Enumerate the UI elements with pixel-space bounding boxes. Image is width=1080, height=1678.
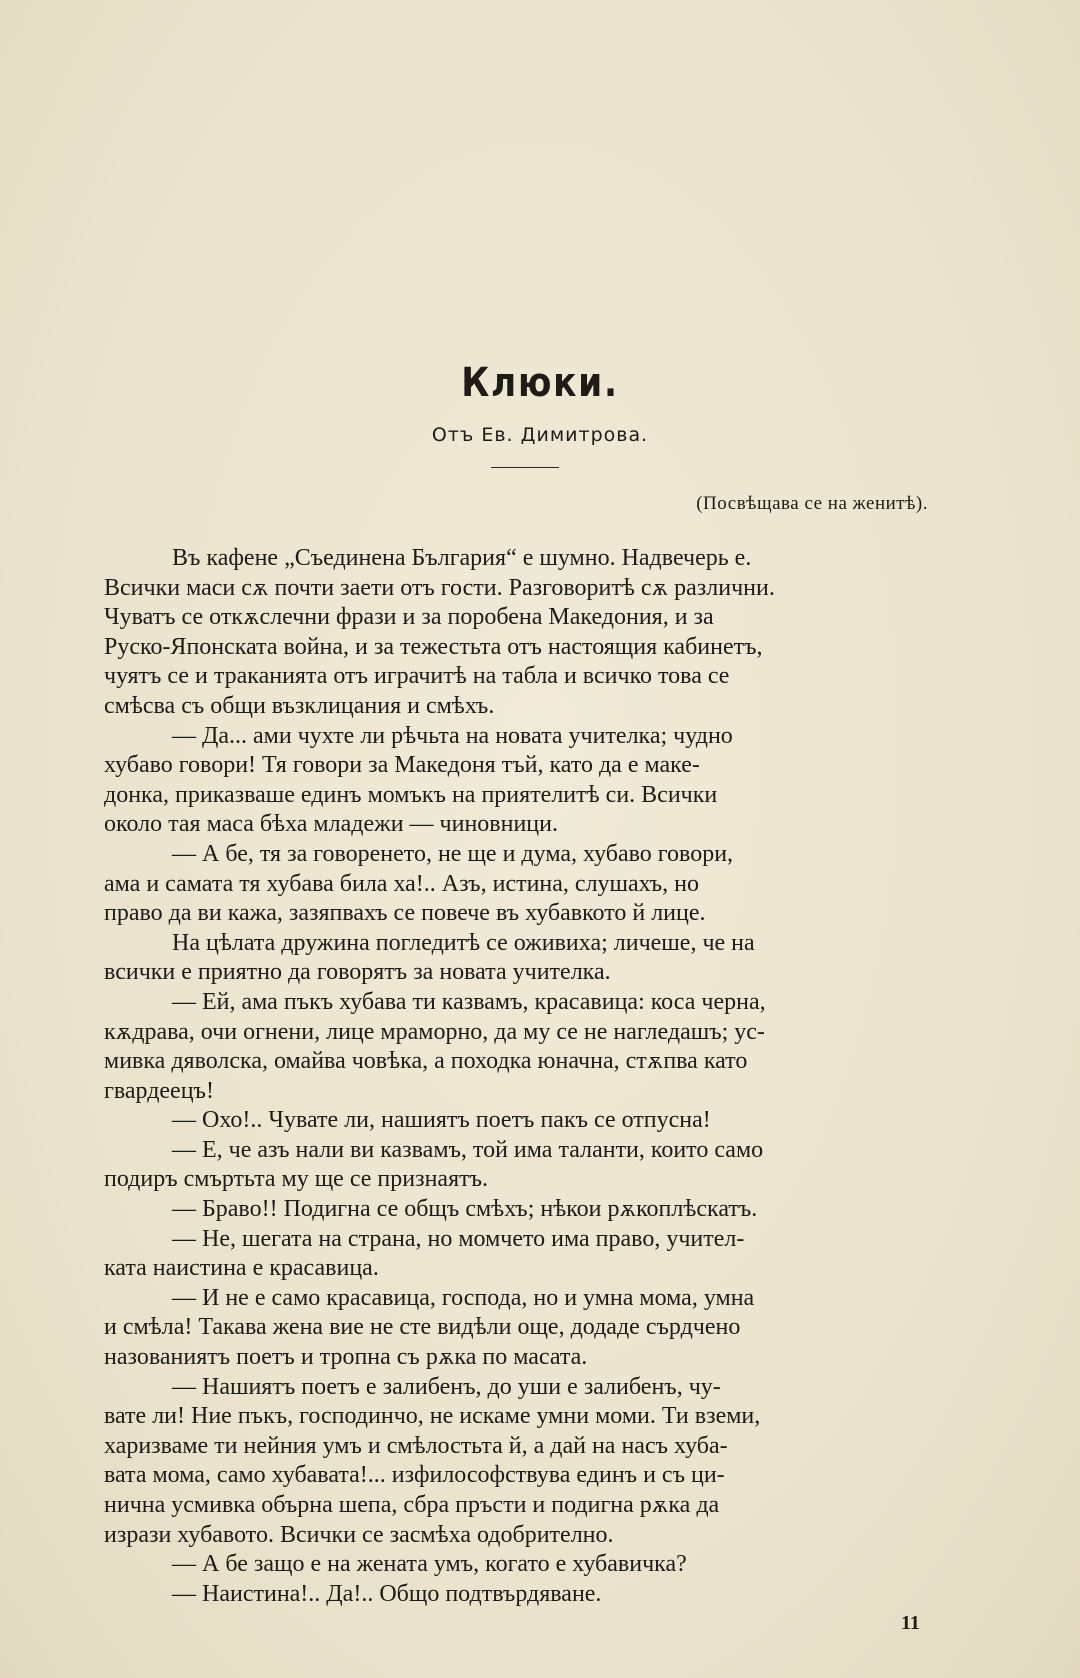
page-number: 11 [901,1612,920,1634]
text-line: мивка дяволска, омайва човѣка, а походка юначна, стѫпва като [104,1048,748,1075]
text-line: вата мома, само хубавата!... изфилософствува единъ и съ ци- [104,1462,725,1489]
text-line: донка, приказваше единъ момъкъ на приятелитѣ си. Всички [104,781,718,808]
text-line: — Не, шегата на страна, но момчето има право, учител- [172,1225,745,1252]
text-line: Всички маси сѫ почти заети отъ гости. Разговоритѣ сѫ различни. [104,574,775,601]
text-line: — А бе защо е на жената умъ, когато е хубавичка? [172,1551,687,1578]
article-title: Клюки. [461,360,619,406]
text-line: нична усмивка обърна шепа, сбра пръсти и подигна рѫка да [104,1492,720,1518]
text-line: — Да... ами чухте ли рѣчьта на новата учителка; чудно [172,722,733,749]
text-line: право да ви кажа, зазяпвахъ се повече въ хубавкото й лице. [104,900,706,927]
text-line: Въ кафене „Съединена България“ е шумно. Надвечерь е. [172,545,752,571]
text-line: чуятъ се и траканията отъ играчитѣ на табла и всичко това се [104,663,730,690]
text-line: изрази хубавото. Всички се засмѣха одобрително. [104,1521,614,1548]
text-line: около тая маса бѣха младежи — чиновници. [104,811,558,838]
dedication: (Посвѣщава се на женитѣ). [696,493,928,514]
text-line: назованиятъ поетъ и тропна съ рѫка по масата. [104,1344,588,1371]
text-line: — Нашиятъ поетъ е залибенъ, до уши е залибенъ, чу- [172,1373,721,1400]
text-line: — Ей, ама пъкъ хубава ти казвамъ, красавица: коса черна, [172,988,766,1015]
text-line: гвардеецъ! [104,1077,214,1104]
text-line: Чуватъ се откѫслечни фрази и за поробена Македония, и за [104,604,714,631]
text-line: кѫдрава, очи огнени, лице мраморно, да му се не нагледашъ; ус- [104,1018,765,1045]
text-line: и смѣла! Такава жена вие не сте видѣли още, додаде сърдчено [104,1314,741,1341]
text-line: хубаво говори! Тя говори за Македоня тъй, като да е маке- [104,752,700,779]
text-line: На цѣлата дружина погледитѣ се оживиха; личеше, че на [172,929,755,956]
text-line: подиръ смъртьта му ще се признаятъ. [104,1166,489,1193]
article-body [104,544,960,1609]
text-line: — Охо!.. Чувате ли, нашиятъ поетъ пакъ се отпусна! [172,1107,711,1134]
text-line: ама и самата тя хубава била ха!.. Азъ, истина, слушахъ, но [104,870,700,897]
text-line: — Браво!! Подигна се общъ смѣхъ; нѣкои рѫкоплѣскатъ. [172,1196,758,1223]
text-line: ката наистина е красавица. [104,1255,379,1282]
text-line: смѣсва съ общи възклицания и смѣхъ. [104,692,495,719]
text-line: Руско-Японската война, и за тежестьта отъ настоящия кабинетъ, [104,633,763,660]
text-line: — Е, че азъ нали ви казвамъ, той има таланти, които само [172,1136,764,1163]
article-author: Отъ Ев. Димитрова. [431,424,649,446]
text-line: — И не е само красавица, господа, но и умна мома, умна [172,1284,755,1311]
text-line: всички е приятно да говорятъ за новата учителка. [104,959,611,986]
text-line: — Наистина!.. Да!.. Общо подтвърдяване. [172,1580,602,1607]
text-line: харизваме ти нейния умъ и смѣлостьта й, а дай на насъ хуба- [104,1432,728,1459]
text-line: — А бе, тя за говоренето, не ще и дума, хубаво говори, [172,840,734,867]
title-divider [491,467,559,468]
text-line: вате ли! Ние пъкъ, господинчо, не искаме умни моми. Ти вземи, [104,1403,761,1430]
